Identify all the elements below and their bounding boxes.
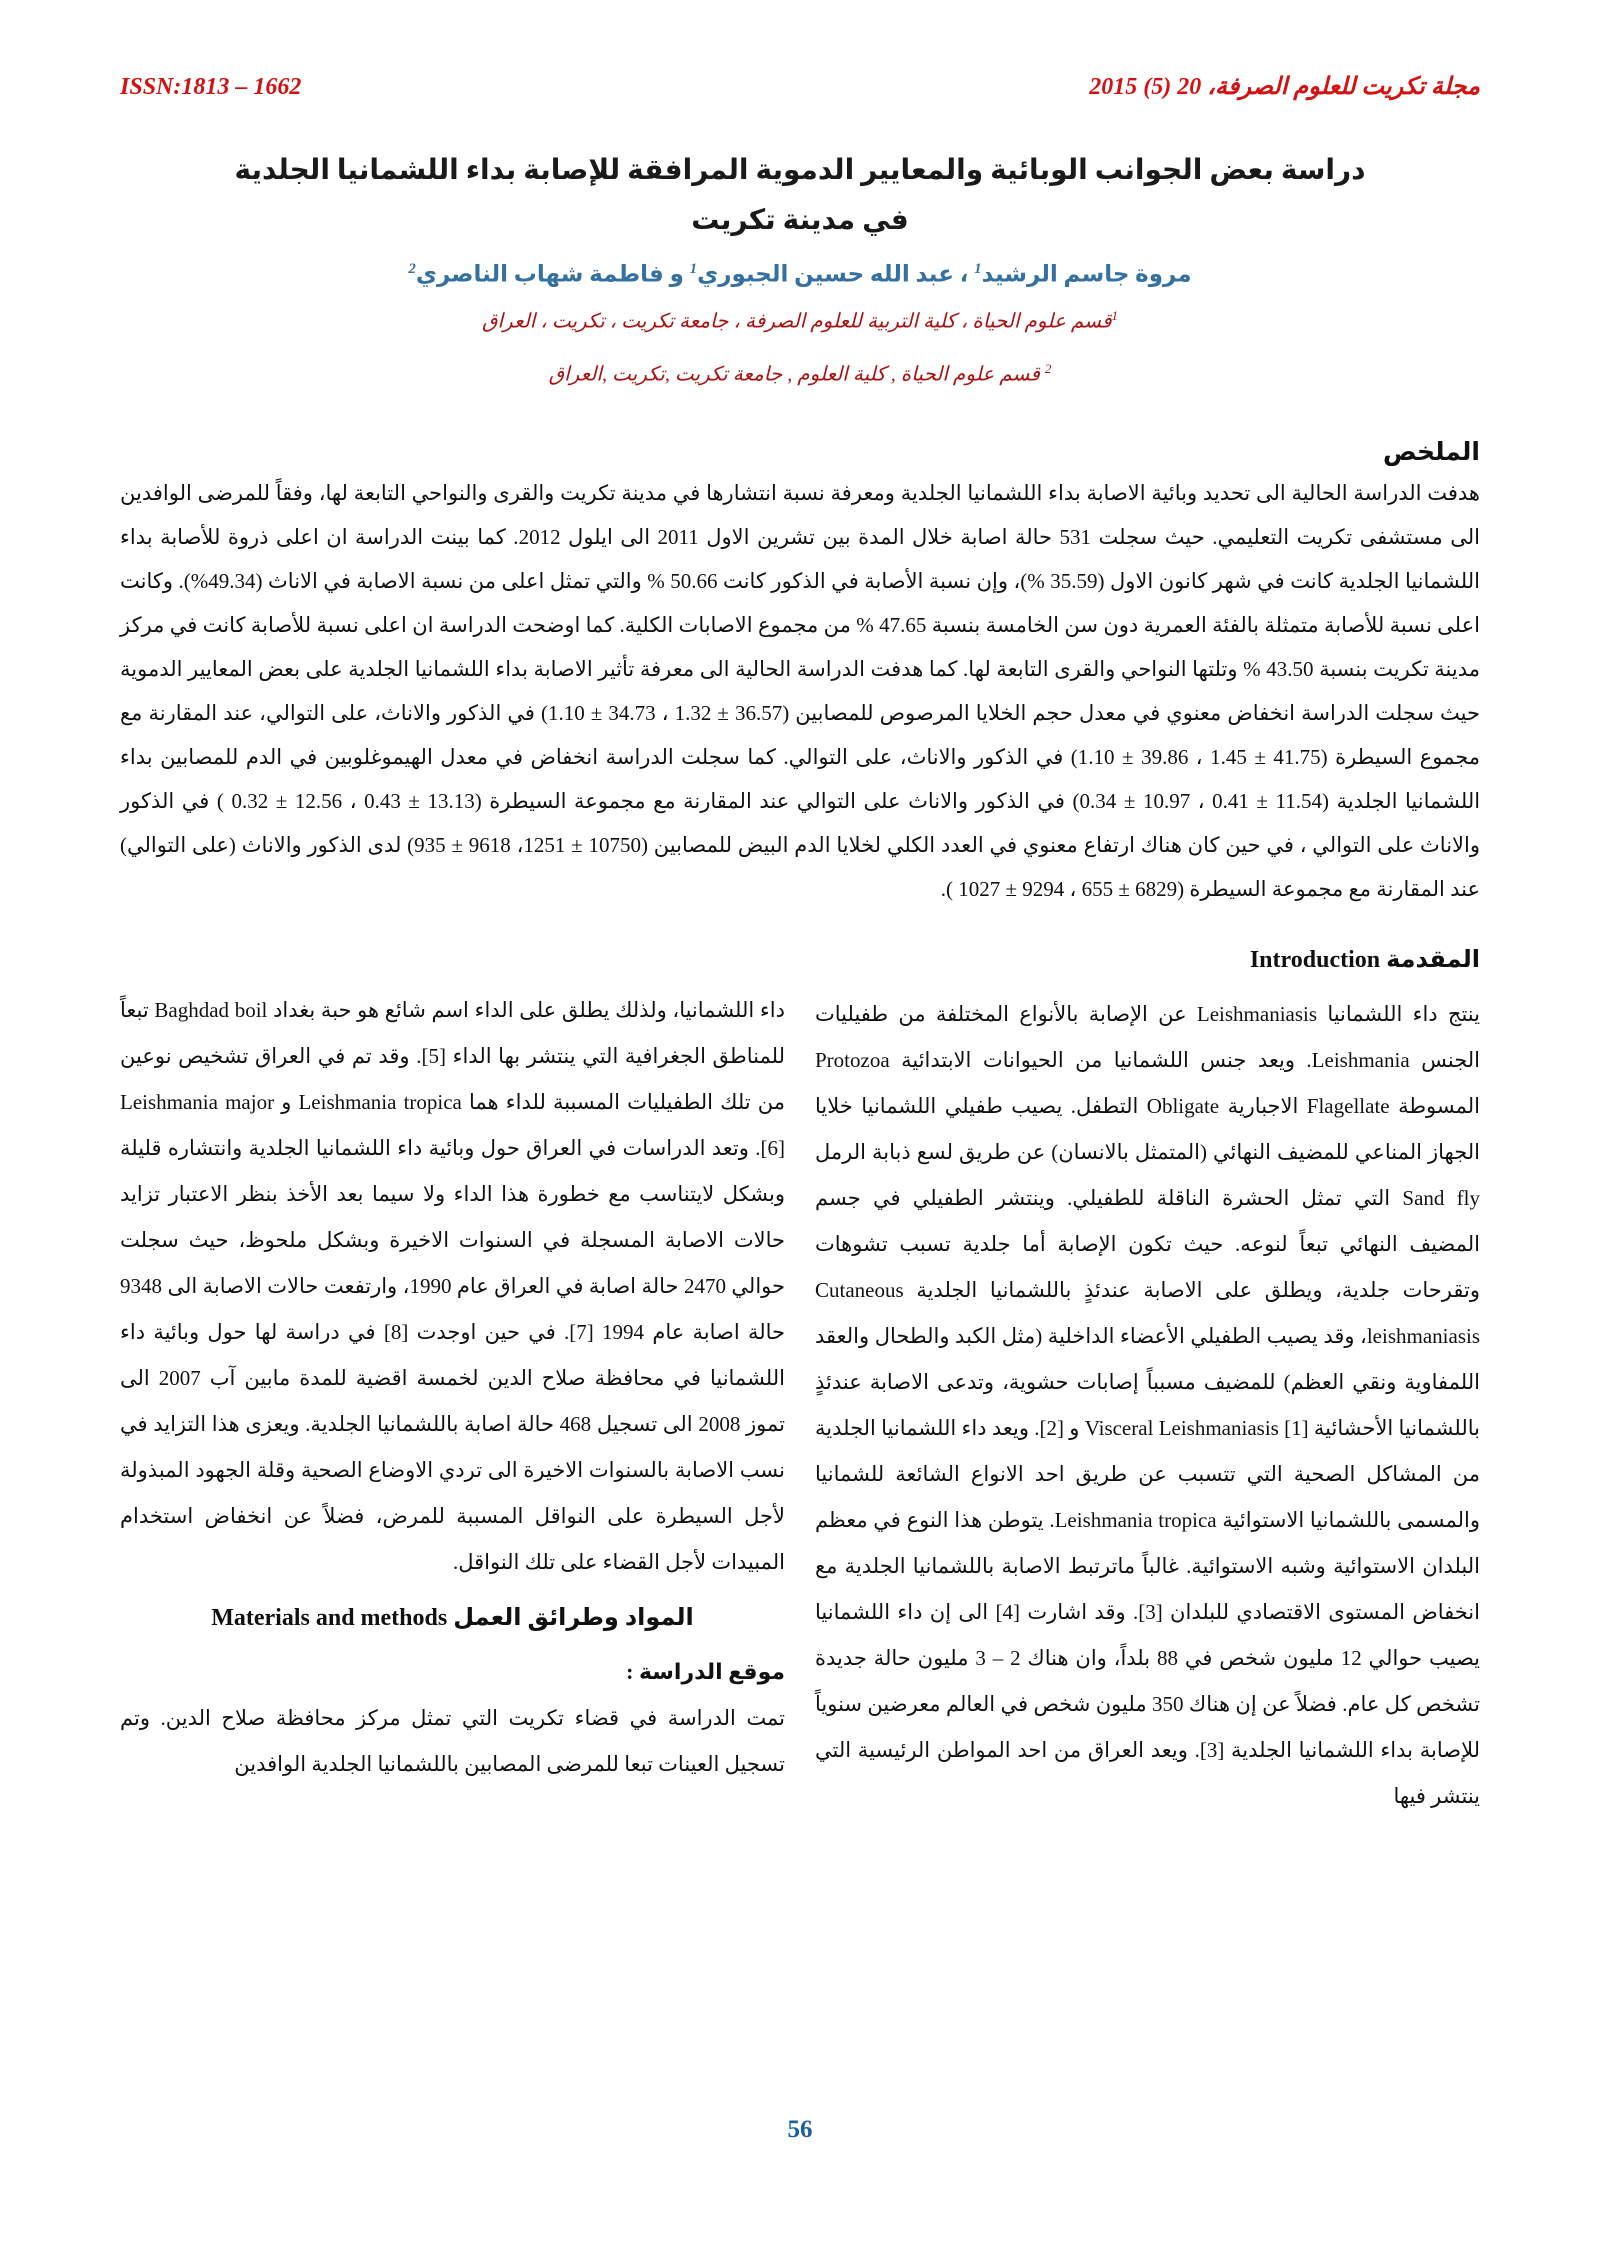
author-separator: ، — [953, 261, 975, 287]
author-name: مروة جاسم الرشيد — [981, 261, 1192, 287]
intro-heading-arabic: المقدمة — [1386, 946, 1480, 973]
materials-heading-english: Materials and methods — [211, 1604, 448, 1631]
affiliation-line-2 — [120, 349, 1480, 395]
study-site-text: تمت الدراسة في قضاء تكريت التي تمثل مركز محافظة صلاح الدين. وتم تسجيل العينات تبعا للمرضى المصابين باللشمانيا الجلدية الوافدين — [120, 1705, 785, 1776]
page-header — [120, 0, 1480, 101]
author-name: عبد الله حسين الجبوري — [697, 261, 954, 287]
author-superscript: 1 — [974, 261, 982, 277]
affiliation-superscript: 1 — [1111, 307, 1119, 323]
materials-heading-arabic: المواد وطرائق العمل — [453, 1604, 694, 1631]
affiliation-line-1 — [120, 296, 1480, 342]
intro-column — [815, 937, 1480, 1819]
author-superscript: 1 — [689, 261, 698, 277]
journal-title: مجلة تكريت للعلوم الصرفة، 20 (5) 2015 — [1089, 74, 1480, 100]
author-superscript: 2 — [408, 261, 416, 277]
intro-heading — [815, 937, 1480, 983]
affiliation-text: قسم علوم الحياة ، كلية التربية للعلوم الصرفة ، جامعة تكريت ، تكريت ، العراق — [481, 310, 1112, 333]
intro-heading-english: Introduction — [1249, 946, 1381, 973]
intro-text: ينتج داء اللشمانيا Leishmaniasis عن الإصابة بالأنواع المختلفة من طفيليات الجنس Leishmania. ويعد جنس اللشمانيا من الحيوانات الابتدائية Protozoa المسوطة Flagellate الاجبارية Obligate التطفل. يصيب طفيلي اللشمانيا خلايا الجهاز المناعي للمضيف النهائي (المتمثل بالانسان) عن طريق لسع ذبابة الرمل Sand fly التي تمثل الحشرة الناقلة للطفيلي. وينتشر الطفيلي في جسم المضيف النهائي تبعاً لنوعه. حيث تكون الإصابة أما جلدية تسبب تشوهات وتقرحات جلدية، ويطلق على الاصابة عندئذٍ باللشمانيا الجلدية Cutaneous leishmaniasis، وقد يصيب الطفيلي الأعضاء الداخلية (مثل الكبد والطحال والعقد اللمفاوية ونقي العظم) للمضيف مسبباً إصابات حشوية، وتدعى الاصابة عندئذٍ باللشمانيا الأحشائية Visceral Leishmaniasis [1] و [2]. ويعد داء اللشمانيا الجلدية من المشاكل الصحية التي تتسبب عن طريق احد الانواع الشائعة للشمانيا والمسمى باللشمانيا الاستوائية Leishmania tropica. يتوطن هذا النوع في معظم البلدان الاستوائية وشبه الاستوائية. غالباً ماترتبط الاصابة باللشمانيا الجلدية مع انخفاض المستوى الاقتصادي للبلدان [3]. وقد اشارت [4] الى إن داء اللشمانيا يصيب حوالي 12 مليون شخص في 88 بلداً، وان هناك 2 – 3 مليون حالة جديدة تشخص كل عام. فضلاً عن إن هناك 350 مليون شخص في العالم معرضين سنوياً للإصابة بداء اللشمانيا الجلدية [3]. ويعد العراق من احد المواطن الرئيسية التي ينتشر فيها — [815, 1001, 1481, 1808]
study-site-heading: موقع الدراسة : — [626, 1658, 785, 1684]
two-column-body — [120, 937, 1480, 1819]
continuation-column — [120, 937, 785, 1819]
affiliation-superscript: 2 — [1044, 361, 1052, 377]
author-name: فاطمة شهاب الناصري — [415, 261, 664, 287]
affiliation-text: قسم علوم الحياة , كلية العلوم , جامعة تكريت ,تكريت ,العراق — [548, 363, 1040, 386]
authors-line — [120, 261, 1480, 288]
continuation-text: داء اللشمانيا، ولذلك يطلق على الداء اسم شائع هو حبة بغداد Baghdad boil تبعاً للمناطق الجغرافية التي ينتشر بها الداء [5]. وقد تم في العراق تشخيص نوعين من تلك الطفيليات المسببة للداء هما Leishmania tropica و Leishmania major [6]. وتعد الدراسات في العراق حول وبائية داء اللشمانيا الجلدية وانتشاره قليلة وبشكل لايتناسب مع خطورة هذا الداء ولا سيما بعد الأخذ بنظر الاعتبار تزايد حالات الاصابة المسجلة في السنوات الاخيرة وبشكل ملحوظ، حيث سجلت حوالي 2470 حالة اصابة في العراق عام 1990، وارتفعت حالات الاصابة الى 9348 حالة اصابة عام 1994 [7]. في حين اوجدت [8] في دراسة لها حول وبائية داء اللشمانيا في محافظة صلاح الدين لخمسة اقضية للمدة مابين آب 2007 الى تموز 2008 الى تسجيل 468 حالة اصابة باللشمانيا الجلدية. ويعزى هذا التزايد في نسب الاصابة بالسنوات الاخيرة الى تردي الاوضاع الصحية وقلة الجهود المبذولة لأجل السيطرة على النواقل المسببة للمرض، فضلاً عن انخفاض استخدام المبيدات لأجل القضاء على تلك النواقل. — [120, 997, 786, 1574]
paper-title: دراسة بعض الجوانب الوبائية والمعايير الدموية المرافقة للإصابة بداء اللشمانيا الجلدية — [234, 155, 1366, 186]
abstract-text: هدفت الدراسة الحالية الى تحديد وبائية الاصابة بداء اللشمانيا الجلدية ومعرفة نسبة انتشارها في مدينة تكريت والقرى والنواحي التابعة لها، وفقاً للمرضى الوافدين الى مستشفى تكريت التعليمي. حيث سجلت 531 حالة اصابة خلال المدة بين تشرين الاول 2011 الى ايلول 2012. كما بينت الدراسة ان اعلى ذروة للأصابة بداء اللشمانيا الجلدية كانت في شهر كانون الاول (35.59 %)، وإن نسبة الأصابة في الذكور كانت 50.66 % والتي تمثل اعلى من نسبة الاصابة في الاناث (49.34%). وكانت اعلى نسبة للأصابة متمثلة بالفئة العمرية دون سن الخامسة بنسبة 47.65 % من مجموع الاصابات الكلية. كما اوضحت الدراسة ان اعلى نسبة للأصابة كانت في مركز مدينة تكريت بنسبة 43.50 % وتلتها النواحي والقرى التابعة لها. كما هدفت الدراسة الحالية الى معرفة تأثير الاصابة بداء اللشمانيا الجلدية على بعض المعايير الدموية حيث سجلت الدراسة انخفاض معنوي في معدل حجم الخلايا المرصوص للمصابين (36.57 ± 1.32 ، 34.73 ± 1.10) في الذكور والاناث، على التوالي، عند المقارنة مع مجموع السيطرة (41.75 ± 1.45 ، 39.86 ± 1.10) في الذكور والاناث، على التوالي. كما سجلت الدراسة انخفاض في معدل الهيموغلوبين في الدم للمصابين بداء اللشمانيا الجلدية (11.54 ± 0.41 ، 10.97 ± 0.34) في الذكور والاناث على التوالي عند المقارنة مع مجموعة السيطرة (13.13 ± 0.43 ، 12.56 ± 0.32 ) في الذكور والاناث على التوالي ، في حين كان هناك ارتفاع معنوي في العدد الكلي لخلايا الدم البيض للمصابين (10750 ± 1251، 9618 ± 935) لدى الذكور والاناث (على التوالي) عند المقارنة مع مجموعة السيطرة (6829 ± 655 ، 9294 ± 1027 ). — [120, 480, 1481, 901]
materials-heading — [120, 1595, 785, 1641]
author-separator: و — [663, 261, 690, 287]
issn-label: ISSN:1813 – 1662 — [120, 74, 302, 100]
abstract-heading: الملخص — [1382, 438, 1480, 466]
paper-subtitle: في مدينة تكريت — [691, 205, 909, 236]
page-number: 56 — [787, 2116, 813, 2143]
